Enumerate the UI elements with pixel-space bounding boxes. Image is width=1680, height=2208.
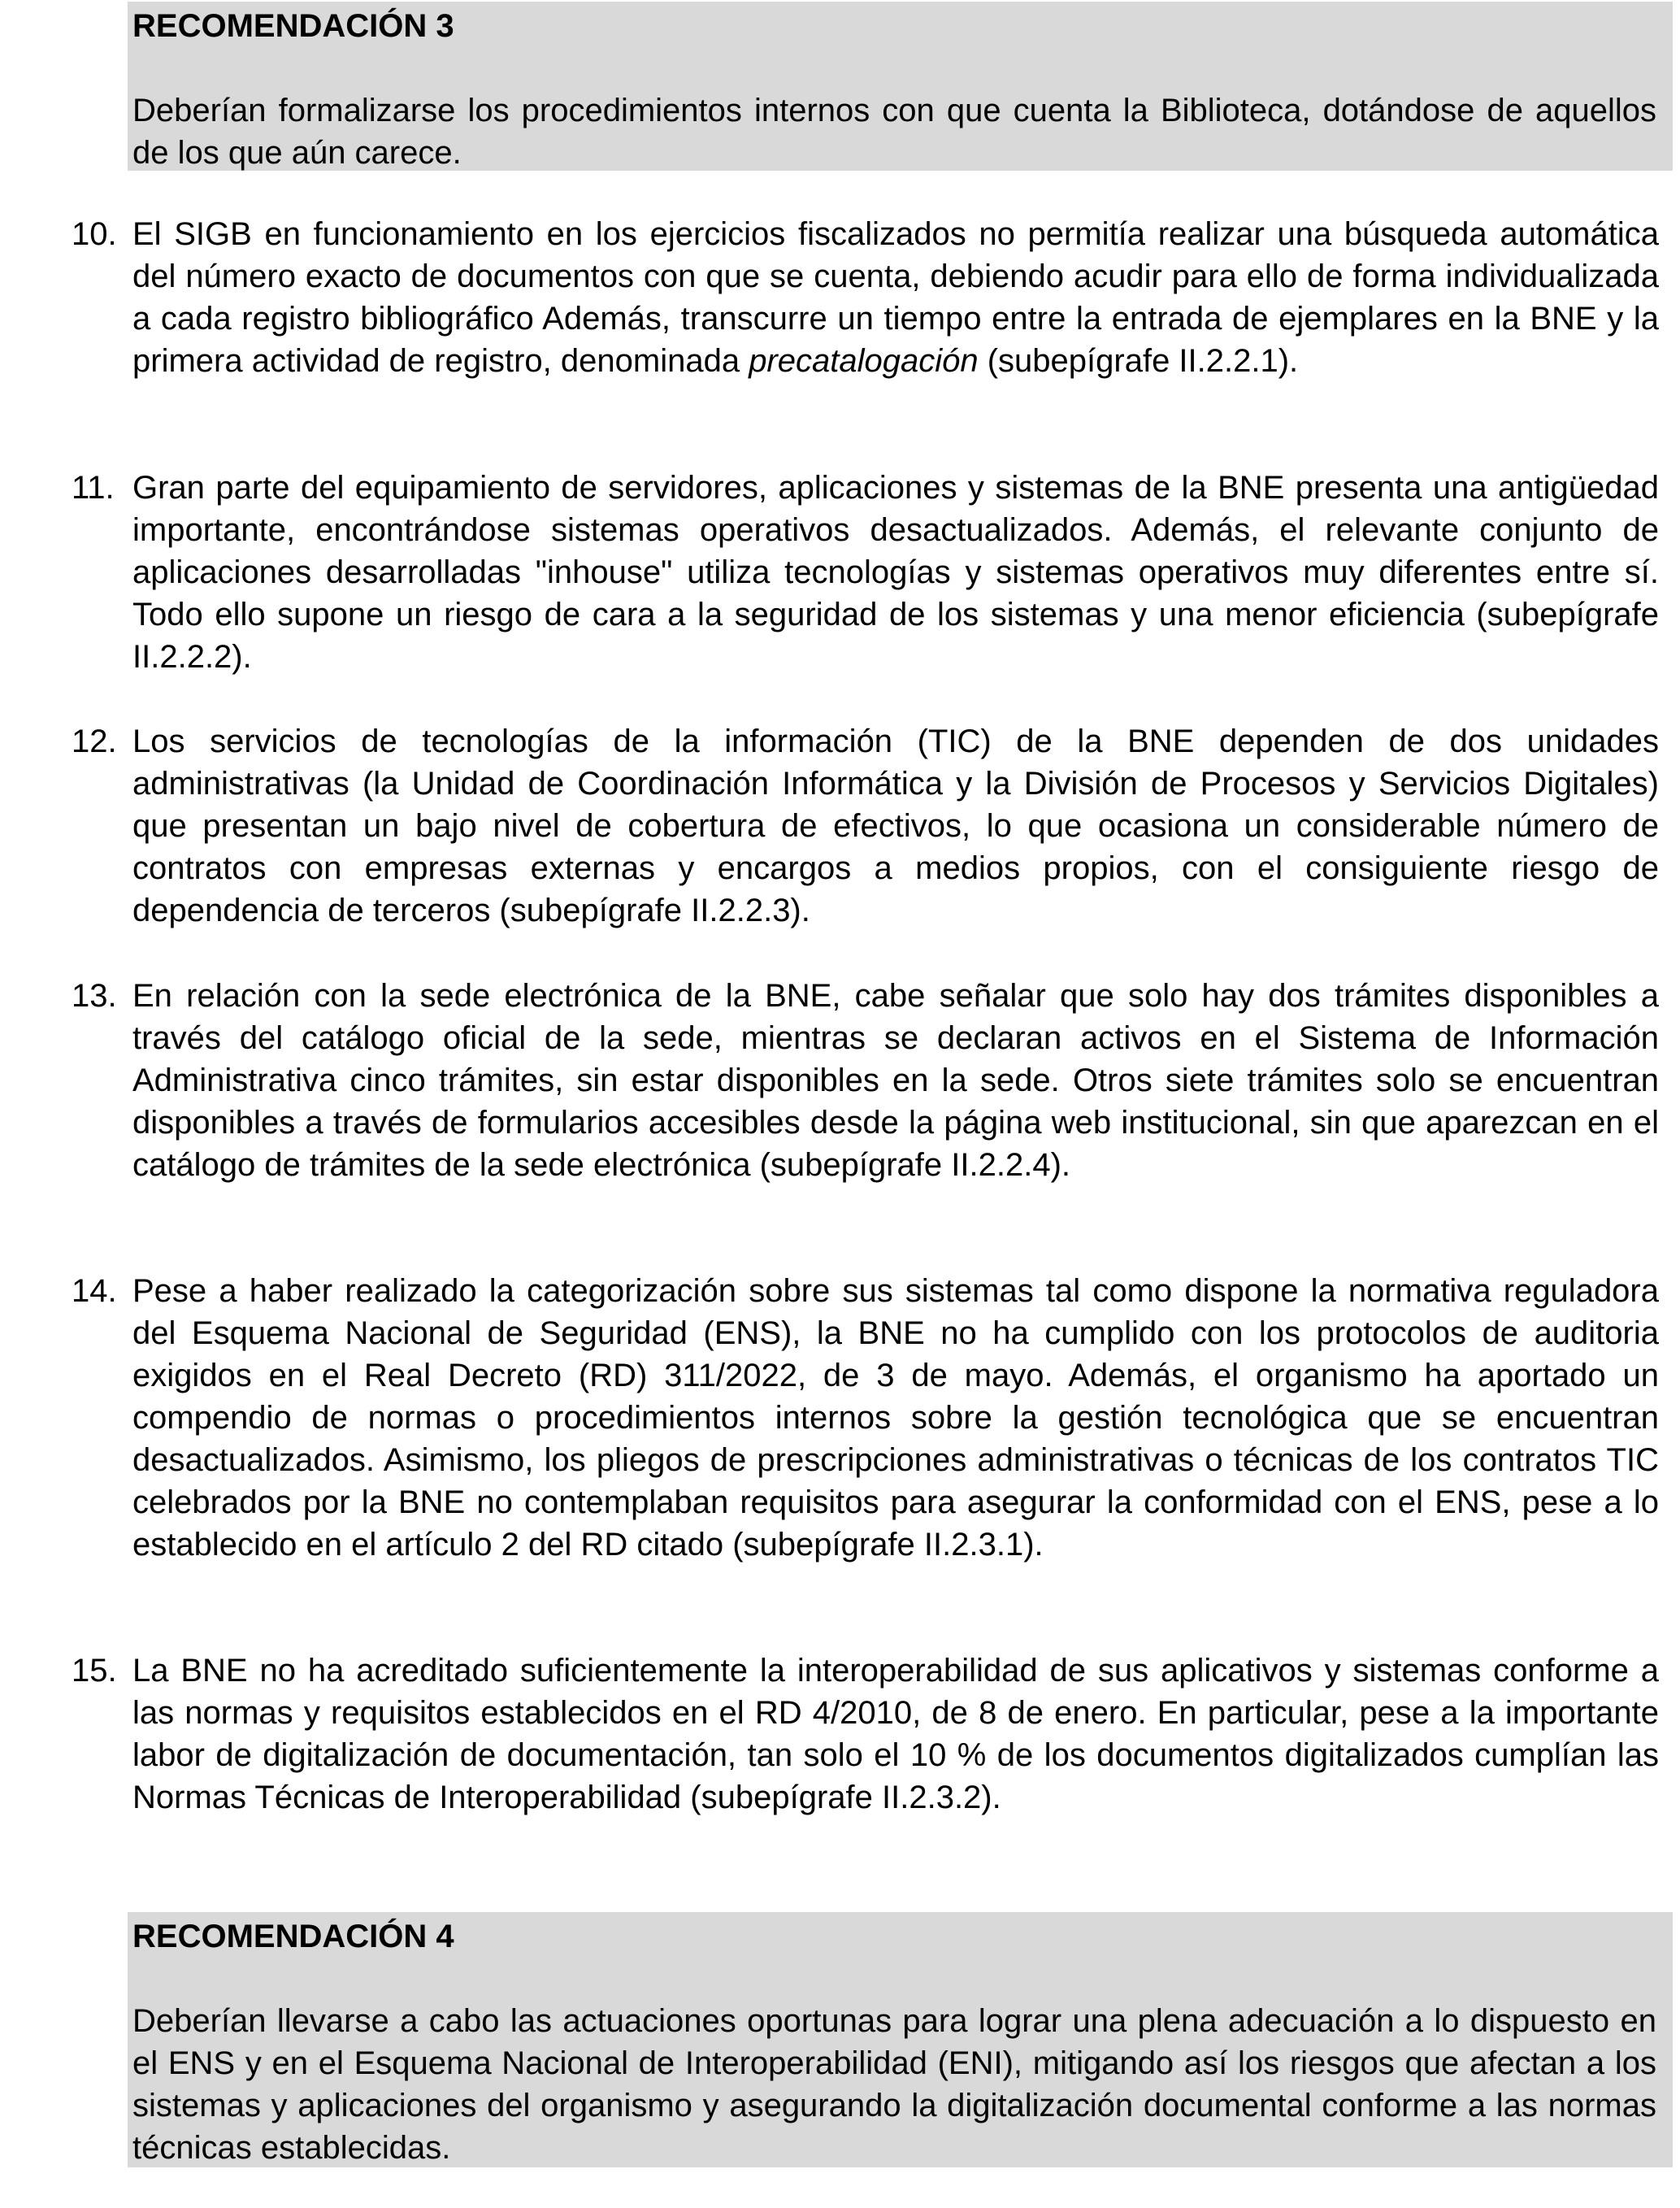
item-number: 12. [72,724,117,759]
item-text [132,213,1659,382]
recommendation-title: RECOMENDACIÓN 3 [132,8,454,44]
item-text: Gran parte del equipamiento de servidores, aplicaciones y sistemas de la BNE presenta una antigüedad importante, encontrándose sistemas operativos desactualizados. Además, el relevante conjunto de aplicaciones desarrolladas "inhouse" utiliza tecnologías y sistemas operativos muy diferentes entre sí. Todo ello supone un riesgo de cara a la seguridad de los sistemas y una menor eficiencia (subepígrafe II.2.2.2). [132,470,1659,675]
list-item-13 [72,975,1659,1186]
item-text: En relación con la sede electrónica de la BNE, cabe señalar que solo hay dos trámites disponibles a través del catálogo oficial de la sede, mientras se declaran activos en el Sistema de Información Administrativa cinco trámites, sin estar disponibles en la sede. Otros siete trámites solo se encuentran disponibles a través de formularios accesibles desde la página web institucional, sin que aparezcan en el catálogo de trámites de la sede electrónica (subepígrafe II.2.2.4). [132,978,1659,1183]
item-text-part: El SIGB en funcionamiento en los ejercicios fiscalizados no permitía realizar una búsqueda automática del número exacto de documentos con que se cuenta, debiendo acudir para ello de forma individualizada a cada registro bibliográfico Además, transcurre un tiempo entre la entrada de ejemplares en la BNE y la primera actividad de registro, denominada [132,216,1659,379]
item-number: 11. [72,470,115,506]
list-item-15 [72,1649,1659,1819]
item-text: La BNE no ha acreditado suficientemente la interoperabilidad de sus aplicativos y sistemas conforme a las normas y requisitos establecidos en el RD 4/2010, de 8 de enero. En particular, pese a la importante labor de digitalización de documentación, tan solo el 10 % de los documentos digitalizados cumplían las Normas Técnicas de Interoperabilidad (subepígrafe II.2.3.2). [132,1653,1659,1815]
recommendation-box-4 [128,1912,1673,2167]
list-item-10 [72,213,1659,382]
list-item-12 [72,720,1659,932]
item-text-part: (subepígrafe II.2.2.1). [978,343,1299,379]
item-number: 13. [72,978,117,1014]
spacer [132,47,1656,89]
item-text: Los servicios de tecnologías de la información (TIC) de la BNE dependen de dos unidades administrativas (la Unidad de Coordinación Informática y la División de Procesos y Servicios Digitales) que presentan un bajo nivel de cobertura de efectivos, lo que ocasiona un considerable número de contratos con empresas externas y encargos a medios propios, con el consiguiente riesgo de dependencia de terceros (subepígrafe II.2.2.3). [132,724,1659,928]
item-text-italic-term: precatalogación [749,343,979,379]
item-text: Pese a haber realizado la categorización sobre sus sistemas tal como dispone la normativa reguladora del Esquema Nacional de Seguridad (ENS), la BNE no ha cumplido con los protocolos de auditoria exigidos en el Real Decreto (RD) 311/2022, de 3 de mayo. Además, el organismo ha aportado un compendio de normas o procedimientos internos sobre la gestión tecnológica que se encuentran desactualizados. Asimismo, los pliegos de prescripciones administrativas o técnicas de los contratos TIC celebrados por la BNE no contemplaban requisitos para asegurar la conformidad con el ENS, pese a lo establecido en el artículo 2 del RD citado (subepígrafe II.2.3.1). [132,1273,1659,1563]
recommendation-text: Deberían llevarse a cabo las actuaciones oportunas para lograr una plena adecuación a lo dispuesto en el ENS y en el Esquema Nacional de Interoperabilidad (ENI), mitigando así los riesgos que afectan a los sistemas y aplicaciones del organismo y asegurando la digitalización documental conforme a las normas técnicas establecidas. [132,2003,1656,2166]
recommendation-title: RECOMENDACIÓN 4 [132,1919,454,1954]
item-number: 10. [72,216,117,252]
recommendation-box-3 [128,2,1673,171]
recommendation-text: Deberían formalizarse los procedimientos internos con que cuenta la Biblioteca, dotándose de aquellos de los que aún carece. [132,93,1656,171]
list-item-14 [72,1270,1659,1566]
spacer [132,1958,1656,2000]
list-item-11 [72,467,1659,678]
item-number: 14. [72,1273,117,1309]
item-number: 15. [72,1653,117,1689]
